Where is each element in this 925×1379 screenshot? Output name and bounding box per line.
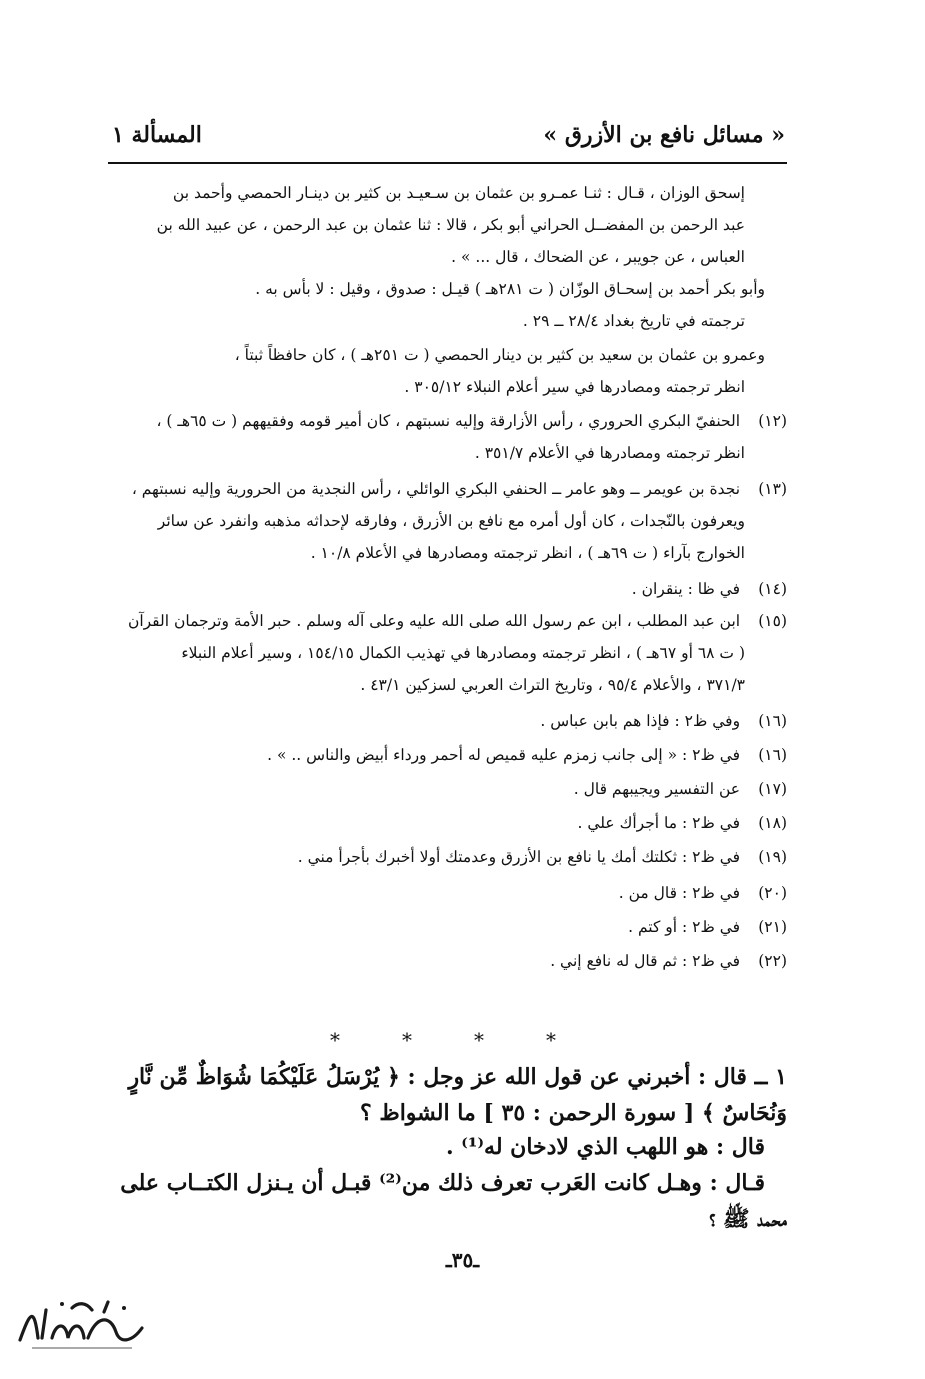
footnote-line: الخوارج بآراء ( ت ٦٩هـ ) ، انظر ترجمته ومصادرها في الأعلام ١٠/٨ . bbox=[310, 544, 745, 562]
footnote-text: في ظ٢ : « إلى جانب زمزم عليه قميص له أحمر ورداء أبيض والناس .. » . bbox=[267, 746, 741, 764]
footnote-16b bbox=[112, 740, 787, 772]
star-mark: * bbox=[474, 1028, 484, 1052]
calligraphy-logo-icon bbox=[12, 1292, 152, 1354]
footnote-text: في ظ٢ : أو كتم . bbox=[628, 918, 741, 936]
footnote-21 bbox=[112, 912, 787, 944]
footnote-number: (١٤) bbox=[758, 580, 787, 598]
main-line: وَنُحَاسٌ ﴾ [ سورة الرحمن : ٣٥ ] ما الشواظ ؟ bbox=[360, 1100, 787, 1126]
footnote-line: وعمرو بن عثمان بن سعيد بن كثير بن دينار الحمصي ( ت ٢٥١هـ ) ، كان حافظاً ثبتاً ، bbox=[234, 346, 765, 364]
star-mark: * bbox=[546, 1028, 556, 1052]
footnote-number: (٢٠) bbox=[758, 884, 787, 902]
footnote-12 bbox=[112, 406, 787, 438]
footnote-text: وفي ظ٢ : فإذا هم بابن عباس . bbox=[540, 712, 741, 730]
footnote-16a bbox=[112, 706, 787, 738]
main-line: ١ ــ قال : أخبرني عن قول الله عز وجل : ﴿ يُرْسَلُ عَلَيْكُمَا شُوَاظٌ مِّن نَّارٍ bbox=[128, 1064, 787, 1090]
footnote-text: ابن عبد المطلب ، ابن عم رسول الله صلى الله عليه وعلى آله وسلم . حبر الأمة وترجمان القرآن bbox=[127, 612, 741, 630]
footnote-number: (١٩) bbox=[758, 848, 787, 866]
footnote-line: عبد الرحمن بن المفضــل الحراني أبو بكر ، قالا : ثنا عثمان بن عبد الرحمن ، عن عبيد الله بن bbox=[156, 216, 745, 234]
footnote-text: عن التفسير ويجيبهم قال . bbox=[573, 780, 741, 798]
footnote-text: في ظ٢ : قال من . bbox=[618, 884, 741, 902]
main-line: قـال : وهـل كانت العَرب تعرف ذلك من⁽²⁾ قبـل أن يـنزل الكتــاب على bbox=[120, 1170, 765, 1196]
footnote-number: (١٧) bbox=[758, 780, 787, 798]
footnote-number: (١٣) bbox=[758, 480, 787, 498]
header-rule bbox=[108, 162, 787, 164]
footnote-text: في ظ٢ : ثم قال له نافع إني . bbox=[550, 952, 741, 970]
footnote-line: ٣٧١/٣ ، والأعلام ٩٥/٤ ، وتاريخ التراث العربي لسزكين ٤٣/١ . bbox=[360, 676, 745, 694]
footnote-line: العباس ، عن جويبر ، عن الضحاك ، قال ... » . bbox=[451, 248, 745, 266]
footnote-number: (١٦) bbox=[758, 746, 787, 764]
footnote-line: إسحق الوزان ، قـال : ثنـا عمـرو بن عثمان بن سـعيـد بن كثير بن دينـار الحمصي وأحمد بن bbox=[172, 184, 745, 202]
footnote-line: وأبو بكر أحمد بن إسحـاق الوزّان ( ت ٢٨١هـ ) قيـل : صدوق ، وقيل : لا بأس به . bbox=[255, 280, 765, 298]
footnote-13 bbox=[112, 474, 787, 506]
star-mark: * bbox=[330, 1028, 340, 1052]
footnote-text: في ظ٢ : ما أجرأك علي . bbox=[577, 814, 741, 832]
main-line: قال : هو اللهب الذي لادخان له⁽¹⁾ . bbox=[445, 1134, 765, 1160]
footnote-line: انظر ترجمته ومصادرها في سير أعلام النبلاء ٣٠٥/١٢ . bbox=[404, 378, 745, 396]
footnote-20 bbox=[112, 878, 787, 910]
footnote-number: (٢٢) bbox=[758, 952, 787, 970]
footnote-15 bbox=[112, 606, 787, 638]
star-mark: * bbox=[402, 1028, 412, 1052]
footnote-number: (١٨) bbox=[758, 814, 787, 832]
footnote-line: ويعرفون بالنّجدات ، كان أول أمره مع نافع بن الأزرق ، وفارقه لإحداثه مذهبه وانفرد عن سائر bbox=[157, 512, 745, 530]
footnote-text: الحنفيّ البكري الحروري ، رأس الأزارقة وإليه نسبتهم ، كان أمير قومه وفقيههم ( ت ٦٥هـ ) ، bbox=[156, 412, 741, 430]
footnote-line: انظر ترجمته ومصادرها في الأعلام ٣٥١/٧ . bbox=[474, 444, 745, 462]
footnote-number: (١٢) bbox=[758, 412, 787, 430]
footnote-number: (١٦) bbox=[758, 712, 787, 730]
footnote-number: (٢١) bbox=[758, 918, 787, 936]
main-line: محمد ﷺ ؟ bbox=[709, 1206, 787, 1232]
footnote-22 bbox=[112, 946, 787, 978]
chapter-label: المسألة ١ bbox=[112, 122, 202, 148]
footnote-19 bbox=[112, 842, 787, 874]
page-number: ـ٣٥ـ bbox=[445, 1248, 480, 1272]
footnote-text: في ظا : ينقران . bbox=[631, 580, 741, 598]
footnote-17 bbox=[112, 774, 787, 806]
footnote-14 bbox=[112, 574, 787, 606]
book-title: « مسائل نافع بن الأزرق » bbox=[543, 122, 785, 148]
footnote-number: (١٥) bbox=[758, 612, 787, 630]
footnote-line: ( ت ٦٨ أو ٦٧هـ ) ، انظر ترجمته ومصادرها في تهذيب الكمال ١٥٤/١٥ ، وسير أعلام النبلاء bbox=[181, 644, 745, 662]
footnote-18 bbox=[112, 808, 787, 840]
footnote-text: في ظ٢ : ثكلتك أمك يا نافع بن الأزرق وعدمتك أولا أخبرك بأجرأ مني . bbox=[297, 848, 741, 866]
footnote-text: نجدة بن عويمر ــ وهو عامر ــ الحنفي البكري الوائلي ، رأس النجدية من الحرورية وإليه نسبتهم ، bbox=[131, 480, 741, 498]
footnote-line: ترجمته في تاريخ بغداد ٢٨/٤ ــ ٢٩ . bbox=[522, 312, 745, 330]
